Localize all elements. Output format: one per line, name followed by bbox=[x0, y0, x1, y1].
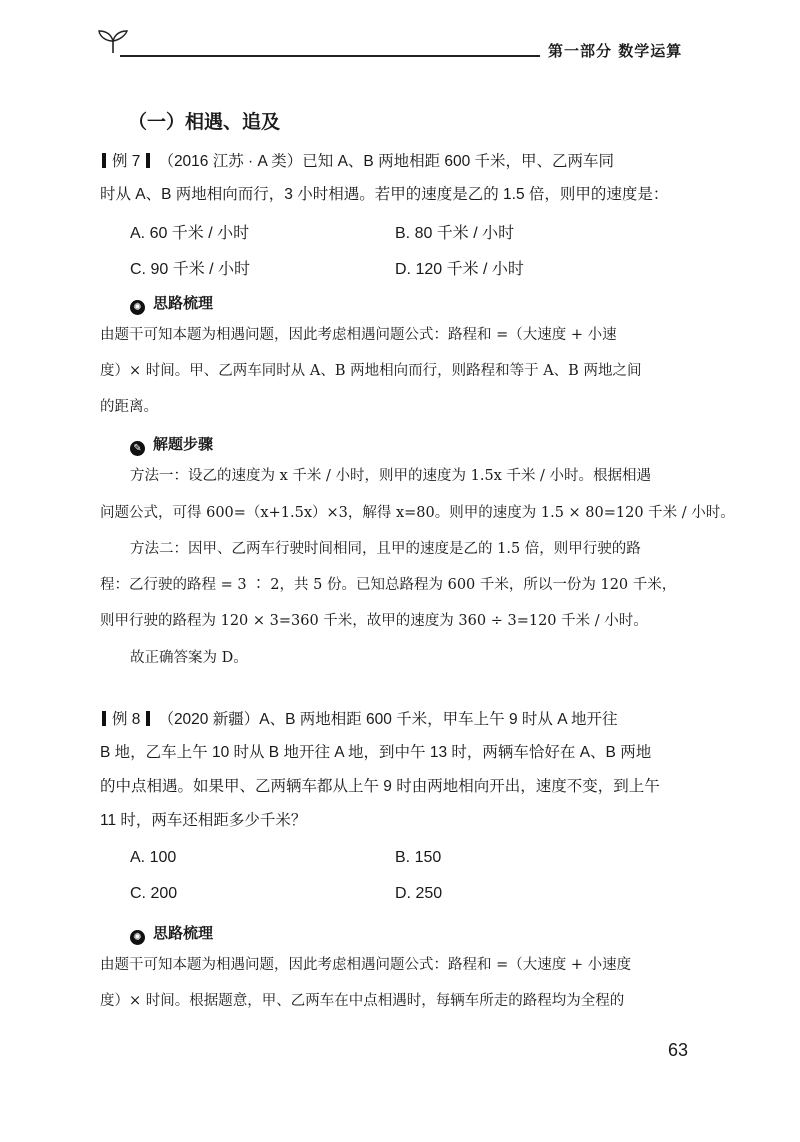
example-7-option-c: C. 90 千米 / 小时 bbox=[130, 261, 251, 278]
example-7-analysis-heading-text: 思路梳理 bbox=[153, 294, 214, 312]
example-8-option-b: B. 150 bbox=[395, 849, 442, 866]
example-7-solution-line-1: 方法一：设乙的速度为 x 千米 / 小时，则甲的速度为 1.5x 千米 / 小时。根据相遇 bbox=[130, 468, 652, 484]
example-7-solution-heading bbox=[130, 433, 213, 456]
example-8-analysis-line-2: 度）× 时间。根据题意，甲、乙两车在中点相遇时，每辆车所走的路程均为全程的 bbox=[100, 993, 625, 1009]
example-7-solution-heading-text: 解题步骤 bbox=[153, 435, 214, 453]
example-7-analysis-line-3: 的距离。 bbox=[100, 399, 158, 415]
example-7-question-line-1 bbox=[100, 152, 700, 172]
example-7-solution-line-2: 问题公式，可得 600=（x+1.5x）×3，解得 x=80。则甲的速度为 1.5 × 80=120 千米 / 小时。 bbox=[100, 505, 735, 521]
example-7-solution-line-3: 方法二：因甲、乙两车行驶时间相同，且甲的速度是乙的 1.5 倍，则甲行驶的路 bbox=[130, 541, 641, 557]
example-7-analysis-line-2: 度）× 时间。甲、乙两车同时从 A、B 两地相向而行，则路程和等于 A、B 两地之间 bbox=[100, 363, 642, 379]
example-7-solution-line-5: 则甲行驶的路程为 120 × 3=360 千米，故甲的速度为 360 ÷ 3=120 千米 / 小时。 bbox=[100, 613, 648, 629]
pen-icon: ✎ bbox=[130, 441, 145, 456]
tag-bar-right bbox=[146, 153, 150, 168]
header-title: 第一部分 数学运算 bbox=[548, 42, 683, 60]
example-8-analysis-heading bbox=[130, 922, 213, 945]
sprout-icon bbox=[96, 28, 130, 54]
example-7-q1: （2016 江苏 · A 类）已知 A、B 两地相距 600 千米，甲、乙两车同 bbox=[158, 153, 615, 170]
lightbulb-icon: ✺ bbox=[130, 930, 145, 945]
example-8-question-line-3: 的中点相遇。如果甲、乙两辆车都从上午 9 时由两地相向开出，速度不变，到上午 bbox=[100, 778, 660, 795]
example-8-question-line-2: B 地，乙车上午 10 时从 B 地开往 A 地，到中午 13 时，两辆车恰好在 A、B 两地 bbox=[100, 744, 652, 761]
example-8-option-a: A. 100 bbox=[130, 849, 177, 866]
tag-bar-right bbox=[146, 711, 150, 726]
section-title: （一）相遇、追及 bbox=[128, 111, 281, 133]
page-number: 63 bbox=[668, 1040, 689, 1060]
example-8-analysis-line-1: 由题干可知本题为相遇问题，因此考虑相遇问题公式：路程和 =（大速度 + 小速度 bbox=[100, 957, 632, 973]
example-7-option-a: A. 60 千米 / 小时 bbox=[130, 225, 250, 242]
tag-bar-left bbox=[102, 153, 106, 168]
example-7-solution-line-4: 程：乙行驶的路程 = 3 ∶ 2，共 5 份。已知总路程为 600 千米，所以一份为 120 千米， bbox=[100, 577, 677, 593]
example-7-question-line-2: 时从 A、B 两地相向而行，3 小时相遇。若甲的速度是乙的 1.5 倍，则甲的速度是： bbox=[100, 186, 669, 203]
example-8-option-c: C. 200 bbox=[130, 885, 178, 902]
example-8-q1: （2020 新疆）A、B 两地相距 600 千米，甲车上午 9 时从 A 地开往 bbox=[158, 711, 618, 728]
example-7-option-b: B. 80 千米 / 小时 bbox=[395, 225, 515, 242]
example-7-answer: 故正确答案为 D。 bbox=[130, 650, 248, 666]
example-7-option-d: D. 120 千米 / 小时 bbox=[395, 261, 524, 278]
example-7-analysis-heading bbox=[130, 292, 213, 315]
example-8-tag: 例 8 bbox=[112, 711, 141, 728]
example-7-tag: 例 7 bbox=[112, 153, 141, 170]
example-8-question-line-4: 11 时，两车还相距多少千米？ bbox=[100, 812, 307, 829]
lightbulb-icon: ✺ bbox=[130, 300, 145, 315]
example-8-analysis-heading-text: 思路梳理 bbox=[153, 924, 214, 942]
header-rule bbox=[120, 55, 540, 57]
example-8-option-d: D. 250 bbox=[395, 885, 443, 902]
example-7-analysis-line-1: 由题干可知本题为相遇问题，因此考虑相遇问题公式：路程和 =（大速度 + 小速 bbox=[100, 327, 617, 343]
example-8-question-line-1 bbox=[100, 710, 700, 730]
tag-bar-left bbox=[102, 711, 106, 726]
